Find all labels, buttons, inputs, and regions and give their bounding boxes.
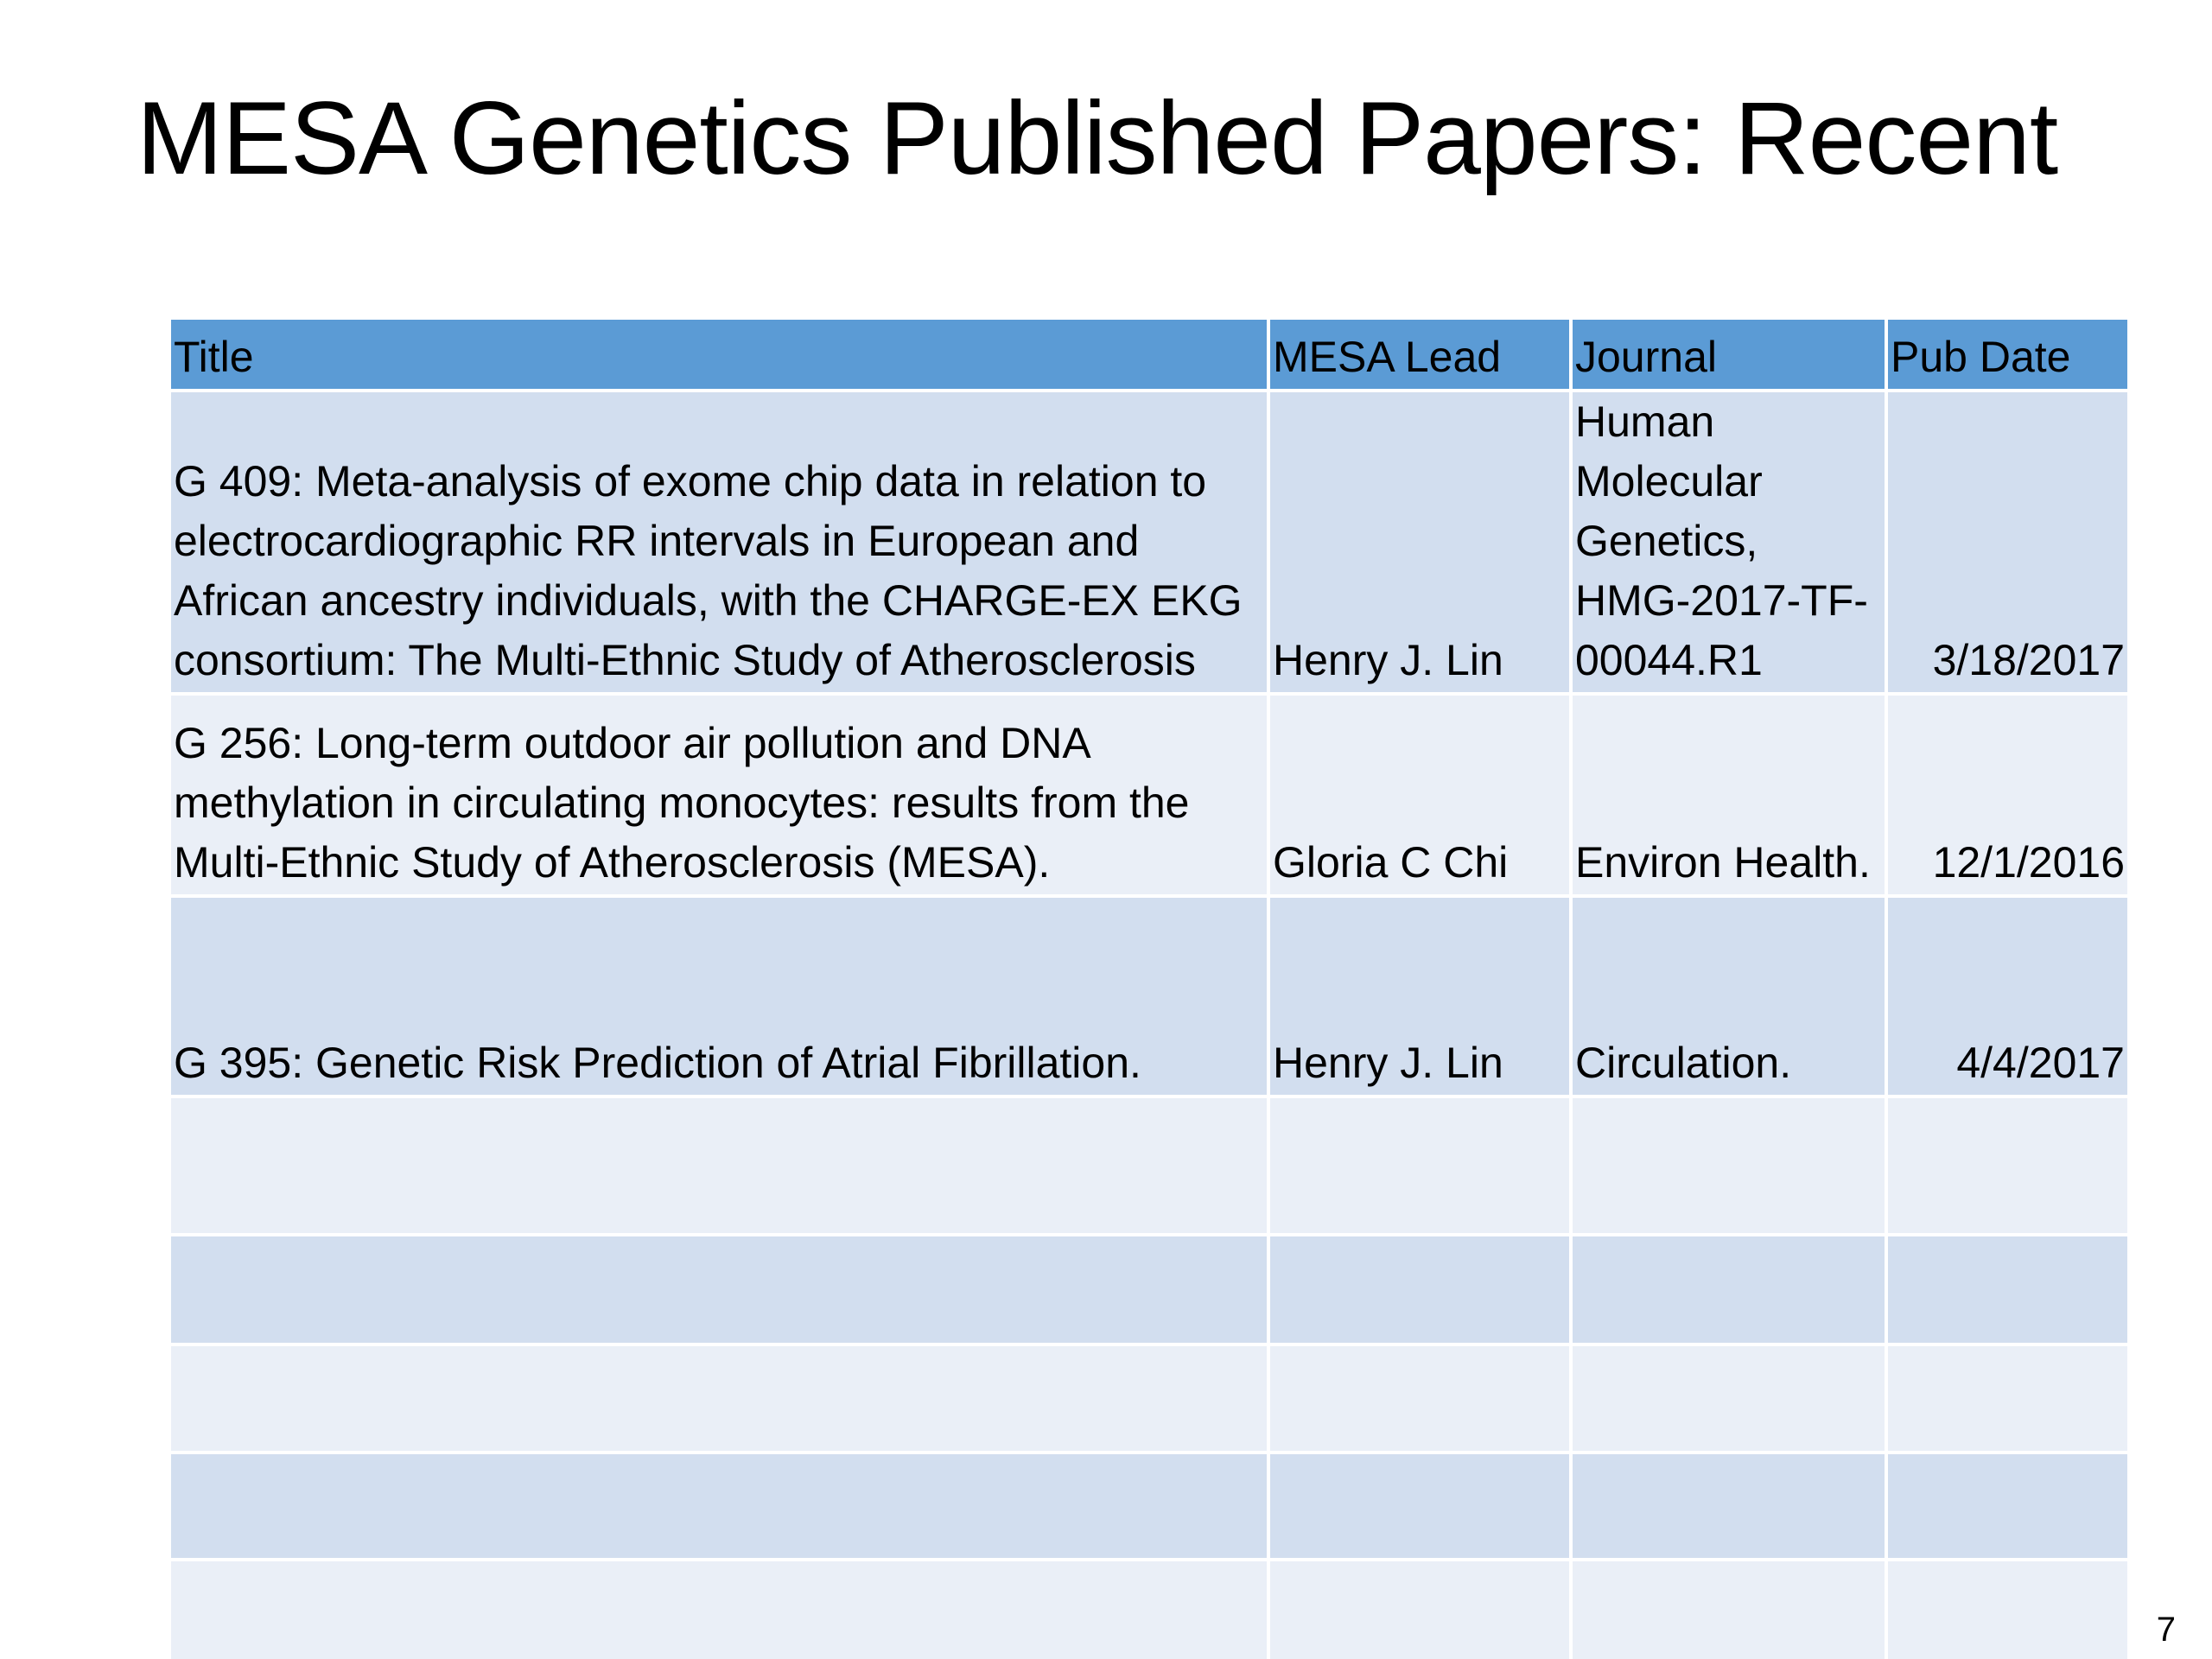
empty-cell: [1571, 1560, 1886, 1659]
empty-cell: [1886, 1096, 2127, 1235]
header-pub-date: Pub Date: [1886, 320, 2127, 391]
mesa-lead-cell: Henry J. Lin: [1268, 391, 1571, 694]
empty-cell: [1268, 1452, 1571, 1560]
empty-cell: [171, 1096, 1268, 1235]
paper-title-cell: G 395: Genetic Risk Prediction of Atrial Fibrillation.: [171, 896, 1268, 1096]
empty-table-row: [171, 1344, 2127, 1452]
empty-cell: [1268, 1235, 1571, 1344]
empty-cell: [171, 1560, 1268, 1659]
journal-cell: Environ Health.: [1571, 694, 1886, 896]
empty-table-row: [171, 1096, 2127, 1235]
empty-cell: [1571, 1096, 1886, 1235]
empty-cell: [1886, 1452, 2127, 1560]
empty-cell: [1571, 1452, 1886, 1560]
table-row: [171, 694, 2127, 896]
table-row: [171, 896, 2127, 1096]
empty-table-row: [171, 1560, 2127, 1659]
empty-cell: [1886, 1235, 2127, 1344]
empty-cell: [1268, 1560, 1571, 1659]
slide-title: MESA Genetics Published Papers: Recent: [137, 80, 2058, 196]
header-mesa-lead: MESA Lead: [1268, 320, 1571, 391]
paper-title-cell: G 256: Long-term outdoor air pollution and DNA methylation in circulating monocytes: results from the Multi-Ethnic Study of Atherosclerosis (MESA).: [171, 694, 1268, 896]
empty-cell: [1268, 1344, 1571, 1452]
mesa-lead-cell: Henry J. Lin: [1268, 896, 1571, 1096]
header-journal: Journal: [1571, 320, 1886, 391]
empty-cell: [1886, 1560, 2127, 1659]
papers-table: [171, 320, 2127, 1659]
table-header-row: [171, 320, 2127, 391]
journal-cell: Human Molecular Genetics, HMG-2017-TF-00044.R1: [1571, 391, 1886, 694]
pub-date-cell: 3/18/2017: [1886, 391, 2127, 694]
paper-title-cell: G 409: Meta-analysis of exome chip data in relation to electrocardiographic RR intervals in European and African ancestry individuals, with the CHARGE-EX EKG consortium: The Multi-Ethnic Study of Atherosclerosis: [171, 391, 1268, 694]
mesa-lead-cell: Gloria C Chi: [1268, 694, 1571, 896]
empty-cell: [1571, 1344, 1886, 1452]
empty-table-row: [171, 1235, 2127, 1344]
pub-date-cell: 12/1/2016: [1886, 694, 2127, 896]
empty-cell: [171, 1344, 1268, 1452]
header-title: Title: [171, 320, 1268, 391]
journal-cell: Circulation.: [1571, 896, 1886, 1096]
empty-cell: [171, 1235, 1268, 1344]
empty-cell: [171, 1452, 1268, 1560]
empty-table-row: [171, 1452, 2127, 1560]
empty-cell: [1268, 1096, 1571, 1235]
pub-date-cell: 4/4/2017: [1886, 896, 2127, 1096]
empty-cell: [1571, 1235, 1886, 1344]
empty-cell: [1886, 1344, 2127, 1452]
table-row: [171, 391, 2127, 694]
page-number: 7: [2156, 1611, 2176, 1649]
